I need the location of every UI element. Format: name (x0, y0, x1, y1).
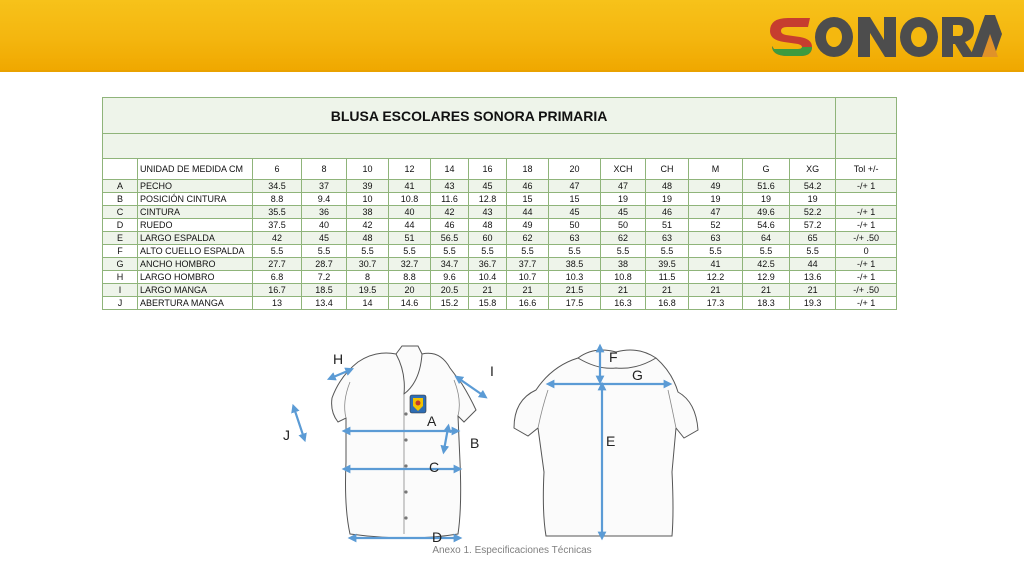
size-spec-table (102, 97, 897, 310)
label-e: E (606, 433, 616, 449)
cell-value: Tol +/- (836, 159, 897, 180)
cell-value: 57.2 (790, 219, 836, 232)
cell-value: 48 (646, 180, 689, 193)
cell-value: 39 (347, 180, 389, 193)
cell-value: 17.5 (549, 297, 601, 310)
cell-value: 19 (743, 193, 790, 206)
cell-value: 54.2 (790, 180, 836, 193)
table-row (103, 180, 897, 193)
cell-value: -/+ 1 (836, 258, 897, 271)
cell-value: 0 (836, 245, 897, 258)
cell-value: 34.5 (253, 180, 302, 193)
cell-value: 12.8 (469, 193, 507, 206)
row-letter: J (103, 297, 138, 310)
table-row (103, 245, 897, 258)
caption: Anexo 1. Especificaciones Técnicas (432, 545, 592, 556)
cell-value: 5.5 (689, 245, 743, 258)
cell-value: 48 (469, 219, 507, 232)
cell-value: 38 (347, 206, 389, 219)
label-f: F (609, 349, 618, 365)
cell-value: 46 (431, 219, 469, 232)
cell-value: 64 (743, 232, 790, 245)
cell-value: 51 (389, 232, 431, 245)
cell-value: 43 (431, 180, 469, 193)
cell-value: 65 (790, 232, 836, 245)
cell-value: 40 (389, 206, 431, 219)
row-letter: E (103, 232, 138, 245)
cell-value: -/+ 1 (836, 271, 897, 284)
cell-value: 13.6 (790, 271, 836, 284)
cell-value: -/+ .50 (836, 232, 897, 245)
table-row (103, 271, 897, 284)
cell-value: 9.4 (302, 193, 347, 206)
cell-value: 16.7 (253, 284, 302, 297)
school-badge-icon (410, 395, 426, 413)
cell-value: 44 (790, 258, 836, 271)
cell-value: 19.3 (790, 297, 836, 310)
label-b: B (470, 435, 480, 451)
cell-value: -/+ 1 (836, 206, 897, 219)
cell-value: 13 (253, 297, 302, 310)
cell-value: 41 (689, 258, 743, 271)
label-h: H (333, 351, 344, 367)
cell-value: 20.5 (431, 284, 469, 297)
cell-value: 43 (469, 206, 507, 219)
cell-value: 32.7 (389, 258, 431, 271)
blouse-front (332, 346, 476, 538)
cell-value: 5.5 (507, 245, 549, 258)
cell-value: 47 (601, 180, 646, 193)
measure-name: LARGO MANGA (138, 284, 253, 297)
table-blank-row (103, 134, 897, 159)
cell-value: M (689, 159, 743, 180)
cell-value: 5.5 (469, 245, 507, 258)
cell-value: 21 (601, 284, 646, 297)
cell-value: 12.2 (689, 271, 743, 284)
cell-value: 45 (549, 206, 601, 219)
cell-value: 16.8 (646, 297, 689, 310)
row-letter (103, 159, 138, 180)
cell-value: 51.6 (743, 180, 790, 193)
cell-value: 39.5 (646, 258, 689, 271)
cell-value: 52 (689, 219, 743, 232)
cell-value: 17.3 (689, 297, 743, 310)
cell-value: 14 (431, 159, 469, 180)
cell-value: 60 (469, 232, 507, 245)
cell-value: -/+ 1 (836, 297, 897, 310)
cell-value: 37 (302, 180, 347, 193)
cell-value: 8.8 (253, 193, 302, 206)
cell-value: 12.9 (743, 271, 790, 284)
cell-value: 49 (689, 180, 743, 193)
measure-name: ANCHO HOMBRO (138, 258, 253, 271)
measure-name: LARGO ESPALDA (138, 232, 253, 245)
cell-value: 15 (549, 193, 601, 206)
cell-value: 63 (549, 232, 601, 245)
cell-value: 19 (689, 193, 743, 206)
cell-value: 47 (549, 180, 601, 193)
arrow-j (294, 408, 304, 438)
label-g: G (632, 367, 643, 383)
cell-value: CH (646, 159, 689, 180)
cell-value: 10.3 (549, 271, 601, 284)
cell-value: 6.8 (253, 271, 302, 284)
cell-value: 16.3 (601, 297, 646, 310)
cell-value: 46 (507, 180, 549, 193)
cell-value: 37.7 (507, 258, 549, 271)
sonora-logo (766, 6, 1002, 68)
cell-value: 5.5 (646, 245, 689, 258)
cell-value: 46 (646, 206, 689, 219)
cell-value: 45 (469, 180, 507, 193)
cell-value: 56.5 (431, 232, 469, 245)
table-row (103, 258, 897, 271)
cell-value: 21 (790, 284, 836, 297)
measure-name: LARGO HOMBRO (138, 271, 253, 284)
cell-value: 5.5 (389, 245, 431, 258)
cell-value: 45 (302, 232, 347, 245)
cell-value: 8 (302, 159, 347, 180)
table-row (103, 219, 897, 232)
cell-value: 15.8 (469, 297, 507, 310)
table-row (103, 193, 897, 206)
cell-value: 8.8 (389, 271, 431, 284)
label-i: I (490, 363, 494, 379)
measure-name: POSICIÓN CINTURA (138, 193, 253, 206)
cell-value: 5.5 (347, 245, 389, 258)
cell-value: 44 (507, 206, 549, 219)
measure-name: UNIDAD DE MEDIDA CM (138, 159, 253, 180)
cell-value: 19 (646, 193, 689, 206)
cell-value: 44 (389, 219, 431, 232)
cell-value: 42 (253, 232, 302, 245)
measure-name: RUEDO (138, 219, 253, 232)
cell-value: 51 (646, 219, 689, 232)
cell-value: XG (790, 159, 836, 180)
cell-value: 40 (302, 219, 347, 232)
table-header-row (103, 159, 897, 180)
row-letter: I (103, 284, 138, 297)
cell-value: G (743, 159, 790, 180)
row-letter: C (103, 206, 138, 219)
cell-value: 14 (347, 297, 389, 310)
cell-value: 13.4 (302, 297, 347, 310)
table-title: BLUSA ESCOLARES SONORA PRIMARIA (103, 98, 836, 134)
row-letter: D (103, 219, 138, 232)
cell-value: 19.5 (347, 284, 389, 297)
table-title-row (103, 98, 897, 134)
measure-name: ABERTURA MANGA (138, 297, 253, 310)
label-j: J (283, 427, 290, 443)
cell-value: 15.2 (431, 297, 469, 310)
label-d: D (432, 529, 443, 545)
measure-name: ALTO CUELLO ESPALDA (138, 245, 253, 258)
header-banner (0, 0, 1024, 72)
row-letter: F (103, 245, 138, 258)
cell-value: 20 (549, 159, 601, 180)
measure-name: PECHO (138, 180, 253, 193)
row-letter: H (103, 271, 138, 284)
cell-value: 12 (389, 159, 431, 180)
cell-value: 28.7 (302, 258, 347, 271)
label-c: C (429, 459, 440, 475)
cell-value: 54.6 (743, 219, 790, 232)
measure-name: CINTURA (138, 206, 253, 219)
cell-value: 38.5 (549, 258, 601, 271)
cell-value: 34.7 (431, 258, 469, 271)
cell-value: 10 (347, 193, 389, 206)
cell-value: 63 (646, 232, 689, 245)
cell-value: -/+ .50 (836, 284, 897, 297)
cell-value: 8 (347, 271, 389, 284)
cell-value: 49.6 (743, 206, 790, 219)
cell-value: 36.7 (469, 258, 507, 271)
cell-value: 5.5 (302, 245, 347, 258)
table-row (103, 232, 897, 245)
cell-value: 9.6 (431, 271, 469, 284)
cell-value: -/+ 1 (836, 219, 897, 232)
cell-value: 38 (601, 258, 646, 271)
cell-value: 21 (469, 284, 507, 297)
cell-value: 16.6 (507, 297, 549, 310)
cell-value: 37.5 (253, 219, 302, 232)
cell-value: 62 (507, 232, 549, 245)
cell-value: 11.5 (646, 271, 689, 284)
cell-value: 10 (347, 159, 389, 180)
cell-value: 19 (790, 193, 836, 206)
cell-value: 62 (601, 232, 646, 245)
cell-value: 21 (507, 284, 549, 297)
cell-value: 41 (389, 180, 431, 193)
cell-value: 5.5 (253, 245, 302, 258)
cell-value: 20 (389, 284, 431, 297)
cell-value: 11.6 (431, 193, 469, 206)
cell-value: 10.4 (469, 271, 507, 284)
cell-value: 42 (431, 206, 469, 219)
cell-value: 5.5 (601, 245, 646, 258)
blouse-diagram (280, 342, 720, 550)
cell-value: 21 (743, 284, 790, 297)
cell-value: 6 (253, 159, 302, 180)
cell-value: 35.5 (253, 206, 302, 219)
row-letter: G (103, 258, 138, 271)
cell-value: 50 (601, 219, 646, 232)
title-blank-cell (836, 98, 897, 134)
cell-value: 10.8 (601, 271, 646, 284)
cell-value: 18 (507, 159, 549, 180)
cell-value: 48 (347, 232, 389, 245)
cell-value: 18.3 (743, 297, 790, 310)
cell-value: 45 (601, 206, 646, 219)
cell-value: 50 (549, 219, 601, 232)
cell-value: 5.5 (790, 245, 836, 258)
table-row (103, 297, 897, 310)
cell-value: 27.7 (253, 258, 302, 271)
cell-value (836, 193, 897, 206)
cell-value: 15 (507, 193, 549, 206)
cell-value: 21 (689, 284, 743, 297)
cell-value: 30.7 (347, 258, 389, 271)
cell-value: 21.5 (549, 284, 601, 297)
cell-value: 18.5 (302, 284, 347, 297)
row-letter: B (103, 193, 138, 206)
cell-value: 5.5 (549, 245, 601, 258)
cell-value: 19 (601, 193, 646, 206)
cell-value: 14.6 (389, 297, 431, 310)
cell-value: 36 (302, 206, 347, 219)
cell-value: 63 (689, 232, 743, 245)
cell-value: -/+ 1 (836, 180, 897, 193)
cell-value: 10.7 (507, 271, 549, 284)
cell-value: 5.5 (743, 245, 790, 258)
cell-value: 21 (646, 284, 689, 297)
row-letter: A (103, 180, 138, 193)
cell-value: 49 (507, 219, 549, 232)
cell-value: 42.5 (743, 258, 790, 271)
cell-value: XCH (601, 159, 646, 180)
table-row (103, 206, 897, 219)
cell-value: 42 (347, 219, 389, 232)
label-a: A (427, 413, 437, 429)
table-row (103, 284, 897, 297)
cell-value: 52.2 (790, 206, 836, 219)
cell-value: 10.8 (389, 193, 431, 206)
cell-value: 5.5 (431, 245, 469, 258)
cell-value: 16 (469, 159, 507, 180)
cell-value: 47 (689, 206, 743, 219)
cell-value: 7.2 (302, 271, 347, 284)
